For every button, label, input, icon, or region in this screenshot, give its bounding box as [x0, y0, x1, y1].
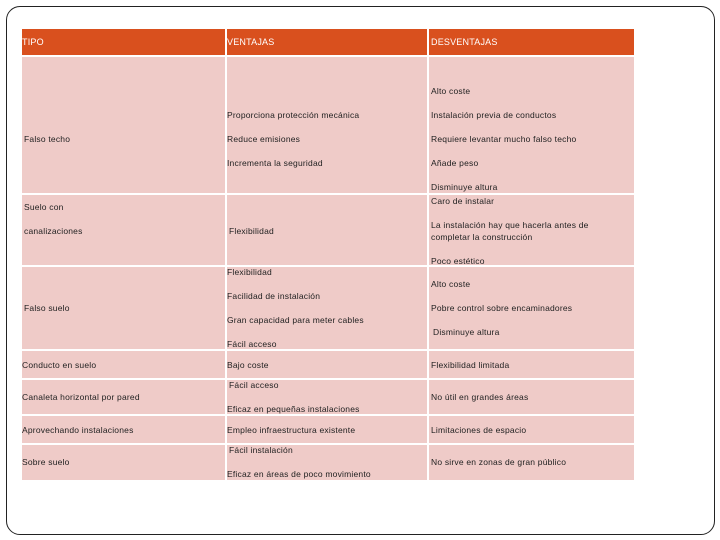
header-cell-desventajas — [429, 29, 634, 55]
tipo-text: Falso techo — [24, 134, 71, 144]
desventaja-text: Alto coste — [431, 279, 471, 289]
ventajas-cell — [227, 57, 427, 193]
ventaja-text: Fácil instalación — [229, 445, 293, 455]
ventajas-cell — [227, 351, 427, 378]
desventajas-cell — [429, 57, 634, 193]
desventajas-cell — [429, 351, 634, 378]
ventaja-text: Facilidad de instalación — [227, 291, 321, 301]
ventaja-text: Incrementa la seguridad — [227, 158, 323, 168]
ventaja-text: Reduce emisiones — [227, 134, 301, 144]
desventaja-text: Alto coste — [431, 86, 471, 96]
ventaja-text: Gran capacidad para meter cables — [227, 315, 364, 325]
tipo-cell — [22, 267, 225, 349]
desventaja-text: Caro de instalar — [431, 196, 495, 206]
ventaja-text: Flexibilidad — [227, 267, 272, 277]
table-row — [22, 416, 634, 443]
desventajas-cell — [429, 445, 634, 480]
tipo-text: Canaleta horizontal por pared — [22, 392, 140, 402]
tipo-cell — [22, 57, 225, 193]
desventajas-cell — [429, 380, 634, 414]
header-cell-tipo — [22, 29, 225, 55]
desventaja-text: Añade peso — [431, 158, 479, 168]
table-row — [22, 57, 634, 193]
tipo-text: Sobre suelo — [22, 457, 70, 467]
desventajas-cell — [429, 416, 634, 443]
ventaja-text: Bajo coste — [227, 360, 269, 370]
desventaja-text: La instalación hay que hacerla antes de — [431, 220, 589, 230]
ventajas-cell — [227, 195, 427, 265]
ventaja-text: Fácil acceso — [227, 339, 277, 349]
tipo-text: Suelo con — [24, 202, 64, 212]
desventaja-text: No sirve en zonas de gran público — [431, 457, 567, 467]
tipo-text: canalizaciones — [24, 226, 83, 236]
desventaja-text: Disminuye altura — [433, 327, 500, 337]
table-row — [22, 380, 634, 414]
ventaja-text: Empleo infraestructura existente — [227, 425, 356, 435]
desventaja-text: completar la construcción — [431, 232, 533, 242]
tipo-cell — [22, 195, 225, 265]
table-row — [22, 445, 634, 480]
ventajas-cell — [227, 416, 427, 443]
desventaja-text: Poco estético — [431, 256, 485, 266]
tipo-text: Conducto en suelo — [22, 360, 97, 370]
ventaja-text: Eficaz en áreas de poco movimiento — [227, 469, 371, 479]
desventaja-text: Requiere levantar mucho falso techo — [431, 134, 577, 144]
tipo-cell — [22, 351, 225, 378]
desventajas-cell — [429, 267, 634, 349]
header-tipo: TIPO — [22, 37, 44, 47]
header-ventajas: VENTAJAS — [227, 37, 275, 47]
desventaja-text: Pobre control sobre encaminadores — [431, 303, 573, 313]
header-desventajas: DESVENTAJAS — [431, 37, 498, 47]
header-cell-ventajas — [227, 29, 427, 55]
ventajas-cell — [227, 445, 427, 480]
desventaja-text: Instalación previa de conductos — [431, 110, 557, 120]
ventajas-cell — [227, 380, 427, 414]
table-row — [22, 351, 634, 378]
tipo-text: Aprovechando instalaciones — [22, 425, 134, 435]
desventaja-text: Limitaciones de espacio — [431, 425, 527, 435]
tipo-cell — [22, 445, 225, 480]
desventaja-text: Disminuye altura — [431, 182, 498, 192]
desventaja-text: Flexibilidad limitada — [431, 360, 510, 370]
tipo-text: Falso suelo — [24, 303, 70, 313]
ventaja-text: Fácil acceso — [229, 380, 279, 390]
desventajas-cell — [429, 195, 634, 265]
ventaja-text: Eficaz en pequeñas instalaciones — [227, 404, 360, 414]
desventaja-text: No útil en grandes áreas — [431, 392, 529, 402]
ventaja-text: Flexibilidad — [229, 226, 274, 236]
ventaja-text: Proporciona protección mecánica — [227, 110, 360, 120]
table-row — [22, 267, 634, 349]
tipo-cell — [22, 380, 225, 414]
tipo-cell — [22, 416, 225, 443]
table-row — [22, 195, 634, 265]
table-header-row — [22, 29, 634, 55]
ventajas-cell — [227, 267, 427, 349]
